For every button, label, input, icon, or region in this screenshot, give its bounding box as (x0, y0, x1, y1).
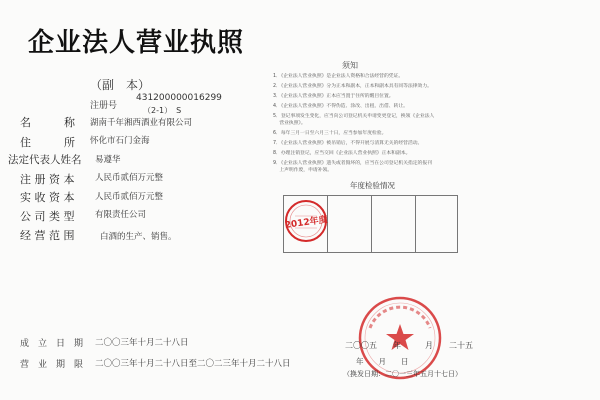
notice-line: 7．《企业法人营业执照》被吊销后，不得开展与清算无关的经营活动。 (273, 141, 423, 146)
notice-line: 6．每年三月一日至六月三十日，应当参加年度检验。 (273, 131, 387, 136)
field-label-name: 名 称 (20, 116, 75, 129)
field-label-paid-capital: 实 收 资 本 (20, 191, 75, 204)
registration-label: 注册号 (90, 101, 118, 111)
notice-line: 3．《企业法人营业执照》正本应当置于住所的醒目位置。 (273, 94, 394, 99)
field-label-registered-capital: 注 册 资 本 (20, 173, 75, 186)
field-value-business-scope: 白酒的生产、销售。 (100, 232, 177, 242)
field-value-registered-capital: 人民币贰佰万元整 (95, 173, 164, 183)
copy-label: （副 本） (90, 78, 151, 92)
field-label-legal-rep: 法定代表人姓名 (8, 154, 82, 166)
field-value-company-type: 有限责任公司 (95, 210, 147, 220)
registration-number: 431200000016299 (136, 93, 222, 103)
established-date-label: 成 立 日 期 (20, 339, 84, 349)
notice-line: 1．《企业法人营业执照》是企业法人资格和合法经营的凭证。 (273, 74, 404, 79)
grid-divider (371, 196, 372, 252)
registration-sub: （2-1） S (143, 106, 182, 115)
notice-line: 营业执照》。 (273, 121, 306, 126)
field-value-address: 怀化市石门金海 (90, 136, 150, 146)
business-term-label: 营 业 期 限 (20, 360, 84, 370)
field-value-legal-rep: 易遵华 (95, 155, 121, 165)
field-value-paid-capital: 人民币贰佰万元整 (95, 192, 164, 202)
grid-divider (415, 196, 416, 252)
notice-line: 8．办理注销登记，应当交回《企业法人营业执照》正本和副本。 (273, 151, 411, 156)
annual-inspection-stamp (283, 198, 329, 244)
notice-line: 5．登记事项发生变化，应当向公司登记机关申请变更登记，换领《企业法人 (273, 114, 435, 119)
annual-inspection-title: 年度检验情况 (350, 181, 395, 190)
notice-line: 上声明作废，申请补领。 (273, 168, 333, 173)
stamp-text: 2012年度 (284, 215, 329, 231)
notice-line: 4．《企业法人营业执照》不得伪造、涂改、出租、出借、转让。 (273, 104, 408, 109)
license-title: 企业法人营业执照 (28, 28, 245, 58)
field-value-name: 湖南千年湘西酒业有限公司 (90, 118, 193, 128)
notice-block (273, 60, 469, 195)
established-date-value: 二〇〇三年十月二十八日 (95, 338, 189, 348)
issue-date-sub: 年 月 日 (356, 357, 409, 366)
notice-line: 9．《企业法人营业执照》遗失或者毁坏的，应当在公司登记机关指定的报刊 (273, 161, 432, 166)
issue-date: 二〇〇五 年 月 二十五 (345, 341, 473, 350)
field-label-business-scope: 经 营 范 围 (20, 229, 75, 242)
notice-title: 须知 (342, 61, 358, 70)
field-label-company-type: 公 司 类 型 (20, 210, 75, 223)
business-term-value: 二〇〇三年十月二十八日至二〇二三年十月二十八日 (95, 359, 291, 369)
field-label-address: 住 所 (20, 136, 75, 149)
reissue-date: （换发日期：二〇一三年五月十七日） (343, 370, 462, 378)
notice-line: 2．《企业法人营业执照》分为正本和副本，正本和副本具有同等法律效力。 (273, 84, 432, 89)
